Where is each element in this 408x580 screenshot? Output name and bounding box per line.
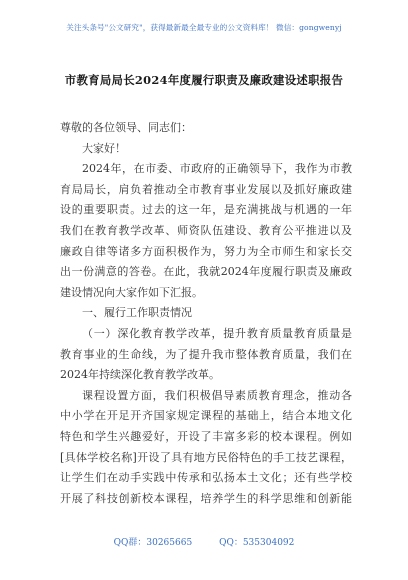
body-line: 2024年持续深化教育教学改革。 <box>60 368 220 382</box>
body-line: 特色和学生兴趣爱好，开设了丰富多彩的校本课程。例如 <box>60 429 352 443</box>
footer-contact <box>0 535 408 548</box>
body-line: 我们在教育教学改革、师资队伍建设、教育公平推进以及 <box>60 223 352 237</box>
document-title: 市教育局局长2024年度履行职责及廉政建设述职报告 <box>64 73 344 87</box>
footer-qq-group: QQ群：30265665 <box>113 538 193 548</box>
body-line: 教育事业的生命线，为了提升我市整体教育质量，我们在 <box>60 347 352 361</box>
body-line: 建设情况向大家作如下汇报。 <box>60 285 203 299</box>
body-line: 课程设置方面，我们积极倡导素质教育理念，推动各 <box>82 388 352 402</box>
footer-qq: QQ：535304092 <box>219 538 295 548</box>
greeting-line: 大家好！ <box>82 141 126 155</box>
document-body <box>60 118 352 509</box>
header-banner: 关注头条号"公文研究"，获得最新最全最专业的公文资料库！ 微信：gongwenyj <box>66 23 342 32</box>
body-line: 廉政自律等诸多方面积极作为，努力为全市师生和家长交 <box>60 244 352 258</box>
body-line: 出一份满意的答卷。在此，我就2024年度履行职责及廉政 <box>60 265 352 279</box>
body-line: [具体学校名称]开设了具有地方民俗特色的手工技艺课程， <box>60 450 352 464</box>
body-line: 育局局长，肩负着推动全市教育事业发展以及抓好廉政建 <box>60 182 352 196</box>
body-line: 让学生们在动手实践中传承和弘扬本土文化；还有些学校 <box>60 471 352 485</box>
body-line: 中小学在开足开齐国家规定课程的基础上，结合本地文化 <box>60 409 352 423</box>
section-heading: 一、履行工作职责情况 <box>82 306 192 320</box>
salutation-line: 尊敬的各位领导、同志们： <box>60 121 192 134</box>
subsection-heading: （一）深化教育教学改革，提升教育质量教育质量是 <box>82 326 352 340</box>
body-line: 2024年，在市委、市政府的正确领导下，我作为市教 <box>82 162 352 176</box>
body-line: 设的重要职责。过去的这一年，是充满挑战与机遇的一年 <box>60 203 352 217</box>
body-line: 开展了科技创新校本课程，培养学生的科学思维和创新能 <box>60 491 352 505</box>
